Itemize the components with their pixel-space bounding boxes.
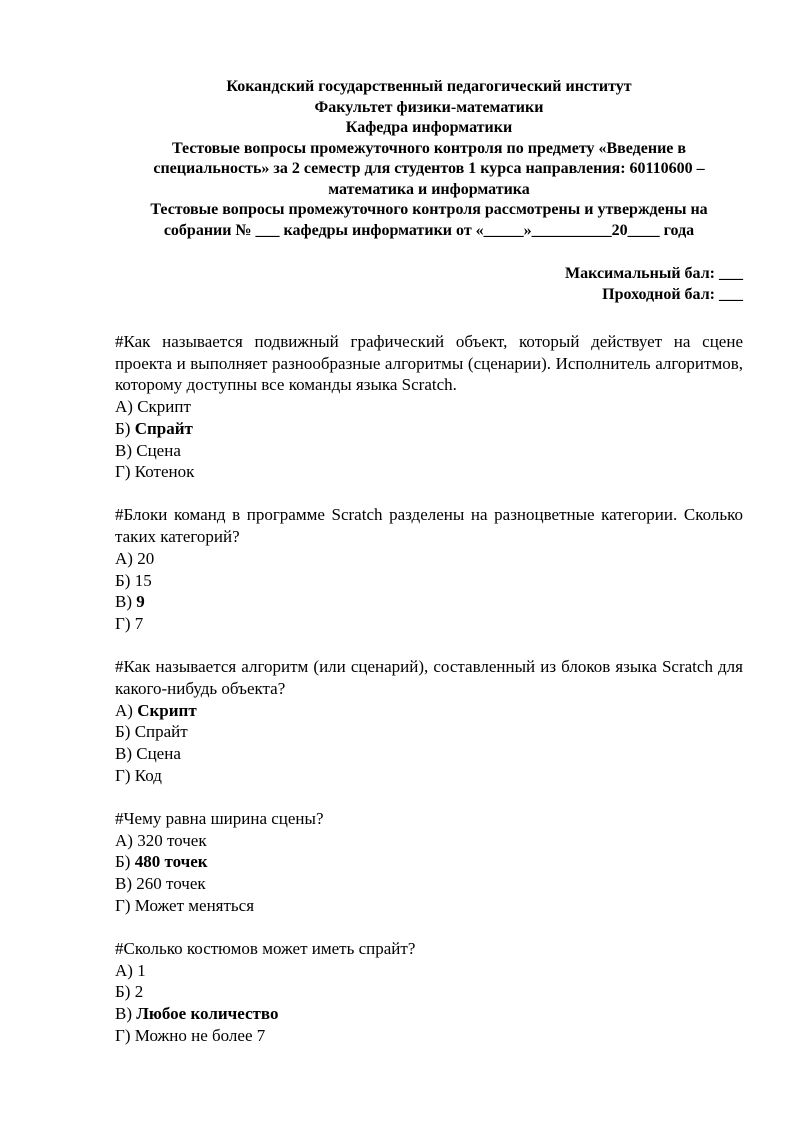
- option-value: Можно не более 7: [134, 1025, 266, 1045]
- option-value: Сцена: [136, 440, 181, 460]
- approval-line-1: Тестовые вопросы промежуточного контроля рассмотрены и утверждены на: [150, 201, 708, 218]
- correct-answer: Скрипт: [137, 700, 197, 720]
- option-value: Код: [134, 765, 162, 785]
- question-3: [115, 656, 743, 786]
- score-block: [115, 263, 743, 305]
- option-d: Г) 7: [115, 613, 144, 633]
- option-value: Скрипт: [137, 397, 191, 417]
- question-4: [115, 808, 743, 917]
- option-value: 2: [134, 982, 144, 1002]
- option-value: 260 точек: [136, 873, 206, 893]
- question-text: #Сколько костюмов может иметь спрайт?: [115, 938, 416, 958]
- option-a: А) Скрипт: [115, 397, 191, 417]
- correct-answer: Любое количество: [136, 1003, 279, 1023]
- option-c: В) 9: [115, 592, 145, 612]
- institute-name: Кокандский государственный педагогический институт: [226, 78, 632, 95]
- option-b: Б) Спрайт: [115, 722, 188, 742]
- option-b: Б) 2: [115, 982, 144, 1002]
- option-d: Г) Котенок: [115, 462, 195, 482]
- faculty-name: Факультет физики-математики: [314, 98, 544, 116]
- question-text: #Блоки команд в программе Scratch разделены на разноцветные категории. Сколько таких категорий?: [115, 505, 743, 547]
- option-a: А) 1: [115, 960, 146, 980]
- test-title-line-2: специальность» за 2 семестр для студентов 1 курса направления: 60110600 –: [153, 160, 705, 177]
- option-c: В) Любое количество: [115, 1003, 279, 1023]
- document-page: [115, 77, 743, 1068]
- document-header: [115, 77, 743, 241]
- option-value: Сцена: [136, 743, 181, 763]
- option-value: 320 точек: [137, 830, 207, 850]
- option-a: А) Скрипт: [115, 700, 197, 720]
- option-a: А) 320 точек: [115, 830, 207, 850]
- option-value: 15: [134, 570, 152, 590]
- option-d: Г) Код: [115, 765, 162, 785]
- max-score: Максимальный бал: ___: [565, 265, 743, 282]
- question-5: [115, 938, 743, 1047]
- correct-answer: Спрайт: [134, 418, 193, 438]
- question-text: #Как называется подвижный графический объект, который действует на сцене проекта и выполняет разнообразные алгоритмы (сценарии). Исполнитель алгоритмов, которому доступны все команды языка Scratch.: [115, 332, 743, 395]
- correct-answer: 480 точек: [134, 852, 208, 872]
- question-text: #Чему равна ширина сцены?: [115, 808, 324, 828]
- option-b: Б) Спрайт: [115, 418, 193, 438]
- option-c: В) Сцена: [115, 743, 181, 763]
- question-list: [115, 331, 743, 1046]
- option-c: В) Сцена: [115, 440, 181, 460]
- test-title-line-3: математика и информатика: [328, 180, 530, 198]
- question-2: [115, 504, 743, 634]
- correct-answer: 9: [136, 592, 145, 612]
- option-b: Б) 480 точек: [115, 852, 208, 872]
- test-title-line-1: Тестовые вопросы промежуточного контроля по предмету «Введение в: [171, 139, 687, 157]
- option-b: Б) 15: [115, 570, 152, 590]
- option-c: В) 260 точек: [115, 873, 206, 893]
- question-text: #Как называется алгоритм (или сценарий), составленный из блоков языка Scratch для какого-нибудь объекта?: [115, 657, 743, 698]
- question-1: [115, 331, 743, 483]
- approval-line-2: собрании № ___ кафедры информатики от «_____»__________20____ года: [163, 221, 695, 239]
- option-value: 20: [137, 548, 155, 568]
- department-name: Кафедра информатики: [345, 119, 513, 136]
- pass-score: Проходной бал: ___: [602, 286, 743, 303]
- option-value: Может меняться: [134, 895, 255, 915]
- option-d: Г) Можно не более 7: [115, 1025, 266, 1045]
- option-a: А) 20: [115, 548, 155, 568]
- option-value: 1: [137, 960, 146, 980]
- option-value: Котенок: [134, 462, 195, 482]
- option-value: Спрайт: [134, 722, 188, 742]
- option-value: 7: [134, 613, 144, 633]
- option-d: Г) Может меняться: [115, 895, 255, 915]
